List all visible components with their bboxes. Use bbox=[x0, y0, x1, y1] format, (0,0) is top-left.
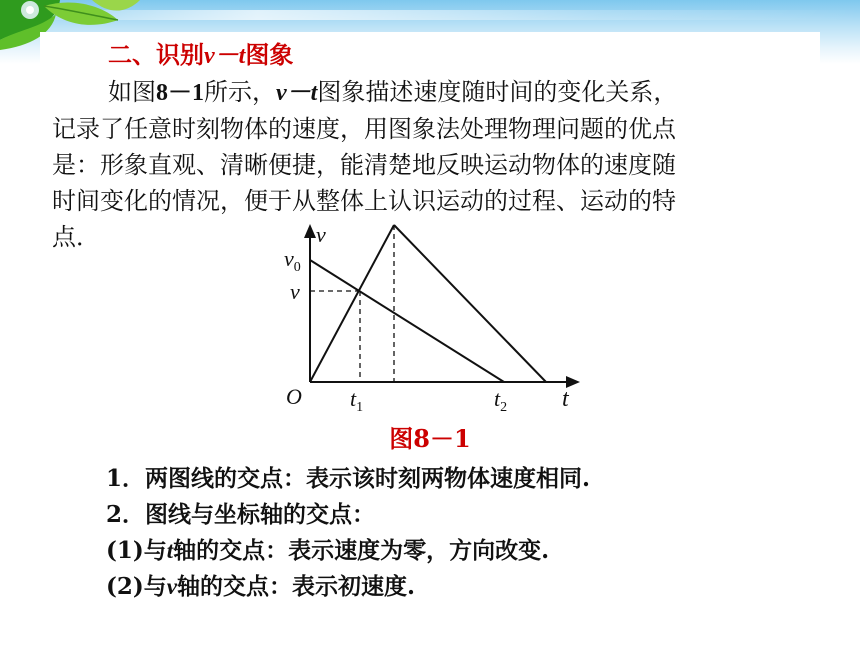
v0-label: $v_0$ bbox=[284, 246, 301, 275]
v-axis-arrow bbox=[304, 224, 316, 238]
points-list bbox=[106, 461, 590, 605]
decreasing-line bbox=[310, 260, 504, 382]
rising-line bbox=[310, 225, 394, 382]
list-item: (2)与v轴的交点：表示初速度. bbox=[106, 573, 416, 600]
v-axis-label: v bbox=[316, 222, 326, 247]
figure-caption: 图8－1 bbox=[389, 424, 471, 453]
t-axis-label: t bbox=[562, 386, 569, 412]
falling-line bbox=[394, 225, 546, 382]
section-heading: 二、识别v－t图象 bbox=[108, 40, 294, 69]
paragraph-line-3: 是：形象直观、清晰便捷，能清楚地反映运动物体的速度随 bbox=[52, 151, 676, 179]
velocity-time-graph bbox=[280, 220, 590, 420]
t1-label: $t_1$ bbox=[350, 386, 364, 415]
origin-label: O bbox=[286, 384, 302, 409]
paragraph-line-1: 如图8－1所示，v－t图象描述速度随时间的变化关系， bbox=[108, 78, 678, 106]
v-label: v bbox=[290, 279, 300, 304]
paragraph-line-2: 记录了任意时刻物体的速度，用图象法处理物理问题的优点 bbox=[52, 115, 676, 143]
paragraph-line-5: 点． bbox=[52, 223, 100, 251]
list-item: (1)与t轴的交点：表示速度为零，方向改变. bbox=[106, 537, 550, 564]
list-item: 1．两图线的交点：表示该时刻两物体速度相同. bbox=[106, 465, 591, 492]
t2-label: $t_2$ bbox=[494, 386, 508, 415]
list-item: 2．图线与坐标轴的交点： bbox=[106, 501, 376, 528]
paragraph-line-4: 时间变化的情况，便于从整体上认识运动的过程、运动的特 bbox=[52, 187, 676, 215]
